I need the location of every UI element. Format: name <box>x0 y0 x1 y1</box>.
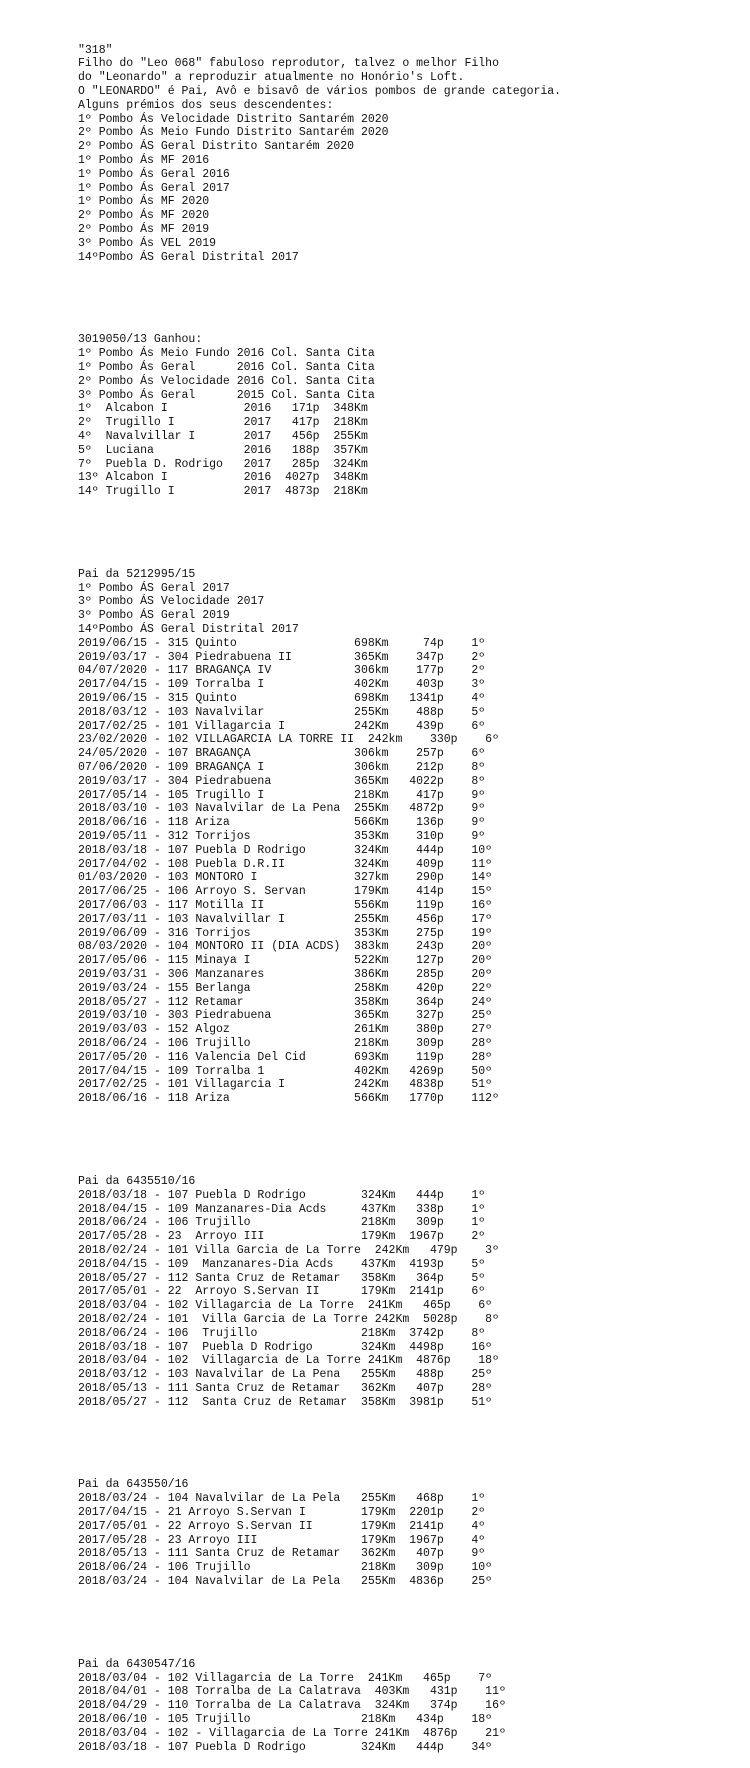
text-line: 2017/05/06 - 115 Minaya I 522Km 127p 20º <box>78 954 493 968</box>
section-5212995-results <box>78 568 750 1106</box>
section-3019050-results <box>78 333 750 499</box>
text-line: 2019/03/24 - 155 Berlanga 258Km 420p 22º <box>78 981 493 995</box>
text-line: 2018/05/13 - 111 Santa Cruz de Retamar 362Km 407p 28º <box>78 1381 493 1395</box>
text-line: Filho do "Leo 068" fabuloso reprodutor, talvez o melhor Filho <box>78 57 499 71</box>
text-line: do "Leonardo" a reproduzir atualmente no Honório's Loft. <box>78 71 465 85</box>
text-line: 2018/06/10 - 105 Trujillo 218Km 434p 18º <box>78 1713 493 1727</box>
text-line: 2017/04/02 - 108 Puebla D.R.II 324Km 409p 11º <box>78 857 493 871</box>
text-line: 2019/03/31 - 306 Manzanares 386Km 285p 20º <box>78 967 493 981</box>
text-line: "318" <box>78 43 113 57</box>
text-line: 07/06/2020 - 109 BRAGANÇA I 306km 212p 8º <box>78 761 486 775</box>
text-line: 01/03/2020 - 103 MONTORO I 327km 290p 14º <box>78 871 493 885</box>
section-6430547-results <box>78 1658 750 1755</box>
text-line: 2018/03/04 - 102 Villagarcia de La Torre 241Km 465p 7º <box>78 1671 493 1685</box>
text-line: 1º Alcabon I 2016 171p 348Km <box>78 402 368 416</box>
text-line: 2º Pombo Ás Velocidade 2016 Col. Santa Cita <box>78 374 375 388</box>
text-line: 3º Pombo Ás Geral 2015 Col. Santa Cita <box>78 388 375 402</box>
text-line: 2018/06/16 - 118 Ariza 566Km 1770p 112º <box>78 1092 499 1106</box>
text-line: 2º Pombo Ás MF 2019 <box>78 222 210 236</box>
text-line: 2019/06/09 - 316 Torrijos 353Km 275p 19º <box>78 926 493 940</box>
text-line: 2018/04/29 - 110 Torralba de La Calatrava 324Km 374p 16º <box>78 1699 506 1713</box>
text-line: 2018/06/24 - 106 Trujillo 218Km 3742p 8º <box>78 1326 486 1340</box>
text-line: 2019/06/15 - 315 Quinto 698Km 74p 1º <box>78 636 486 650</box>
text-line: 2018/03/18 - 107 Puebla D Rodrigo 324Km 444p 34º <box>78 1740 493 1754</box>
text-line: 13º Alcabon I 2016 4027p 348Km <box>78 471 368 485</box>
text-line: 2017/05/01 - 22 Arroyo S.Servan II 179Km 2141p 4º <box>78 1519 486 1533</box>
text-line: 5º Luciana 2016 188p 357Km <box>78 443 368 457</box>
text-line: 2018/03/18 - 107 Puebla D Rodrigo 324Km 4498p 16º <box>78 1340 493 1354</box>
text-line: 4º Navalvillar I 2017 456p 255Km <box>78 429 368 443</box>
text-line: 2018/03/24 - 104 Navalvilar de La Pela 255Km 4836p 25º <box>78 1575 493 1589</box>
text-line: O "LEONARDO" é Pai, Avô e bisavô de vários pombos de grande categoria. <box>78 84 562 98</box>
text-line: 1º Pombo Ás Geral 2017 <box>78 181 230 195</box>
text-line: 2017/06/25 - 106 Arroyo S. Servan 179Km 414p 15º <box>78 885 493 899</box>
text-line: 2º Pombo Ás Meio Fundo Distrito Santarém 2020 <box>78 126 389 140</box>
text-line: 2018/03/12 - 103 Navalvilar de La Pena 255Km 488p 25º <box>78 1368 493 1382</box>
text-line: 2018/06/16 - 118 Ariza 566Km 136p 9º <box>78 816 486 830</box>
text-line: 1º Pombo Ás MF 2016 <box>78 153 210 167</box>
text-line: 3º Pombo Ás VEL 2019 <box>78 236 217 250</box>
section-643550-results <box>78 1478 750 1588</box>
text-line: 2018/03/04 - 102 Villagarcia de La Torre 241Km 465p 6º <box>78 1299 493 1313</box>
section-gap <box>78 526 750 540</box>
text-line: Alguns prémios dos seus descendentes: <box>78 98 334 112</box>
text-line: 2º Trugillo I 2017 417p 218Km <box>78 416 368 430</box>
text-line: 2018/06/24 - 106 Trujillo 218Km 309p 28º <box>78 1036 493 1050</box>
section-heading: Pai da 6430547/16 <box>78 1657 196 1671</box>
text-line: 2017/03/11 - 103 Navalvillar I 255Km 456p 17º <box>78 912 493 926</box>
text-line: 2018/02/24 - 101 Villa Garcia de La Torre 242Km 479p 3º <box>78 1243 499 1257</box>
text-line: 3º Pombo ÁS Geral 2019 <box>78 609 230 623</box>
text-line: 2019/03/17 - 304 Piedrabuena II 365Km 347p 2º <box>78 650 486 664</box>
section-6435510-results <box>78 1175 750 1410</box>
text-line: 04/07/2020 - 117 BRAGANÇA IV 306km 177p 2º <box>78 664 486 678</box>
text-line: 2017/05/14 - 105 Trugillo I 218Km 417p 9º <box>78 788 486 802</box>
section-gap <box>78 1134 750 1148</box>
section-heading: Pai da 5212995/15 <box>78 567 196 581</box>
text-line: 2017/05/28 - 23 Arroyo III 179Km 1967p 2º <box>78 1230 486 1244</box>
section-heading: 3019050/13 Ganhou: <box>78 333 203 347</box>
text-line: 2017/06/03 - 117 Motilla II 556Km 119p 16º <box>78 899 493 912</box>
text-line: 2019/03/03 - 152 Algoz 261Km 380p 27º <box>78 1023 493 1037</box>
text-line: 2018/03/24 - 104 Navalvilar de La Pela 255Km 468p 1º <box>78 1492 486 1506</box>
text-line: 2018/06/24 - 106 Trujillo 218Km 309p 10º <box>78 1561 493 1575</box>
text-line: 1º Pombo Ás Velocidade Distrito Santarém 2020 <box>78 112 389 126</box>
text-line: 1º Pombo Ás Geral 2016 Col. Santa Cita <box>78 360 375 374</box>
text-line: 2º Pombo Ás MF 2020 <box>78 209 210 223</box>
text-line: 2017/05/01 - 22 Arroyo S.Servan II 179Km 2141p 6º <box>78 1285 486 1299</box>
text-line: 2017/04/15 - 109 Torralba 1 402Km 4269p 50º <box>78 1064 493 1078</box>
text-line: 2017/02/25 - 101 Villagarcia I 242Km 4838p 51º <box>78 1078 493 1092</box>
text-line: 3º Pombo ÁS Velocidade 2017 <box>78 595 265 609</box>
text-line: 2018/05/13 - 111 Santa Cruz de Retamar 362Km 407p 9º <box>78 1547 486 1561</box>
section-heading: Pai da 643550/16 <box>78 1478 189 1492</box>
text-line: 2018/03/04 - 102 - Villagarcia de La Torre 241Km 4876p 21º <box>78 1726 506 1740</box>
text-line: 24/05/2020 - 107 BRAGANÇA 306km 257p 6º <box>78 747 486 761</box>
section-gap <box>78 292 750 306</box>
text-line: 2017/05/20 - 116 Valencia Del Cid 693Km 119p 28º <box>78 1050 493 1064</box>
section-gap <box>78 1437 750 1451</box>
text-line: 1º Pombo Ás Meio Fundo 2016 Col. Santa Cita <box>78 347 375 361</box>
text-line: 2018/04/01 - 108 Torralba de La Calatrava 403Km 431p 11º <box>78 1685 506 1699</box>
text-line: 2018/02/24 - 101 Villa Garcia de La Torre 242Km 5028p 8º <box>78 1312 499 1326</box>
text-line: 2018/05/27 - 112 Santa Cruz de Retamar 358Km 3981p 51º <box>78 1395 493 1409</box>
intro-section <box>78 44 750 265</box>
text-line: 2018/03/12 - 103 Navalvilar 255Km 488p 5º <box>78 705 486 719</box>
text-line: 2018/03/10 - 103 Navalvilar de La Pena 255Km 4872p 9º <box>78 802 486 816</box>
text-line: 1º Pombo Ás MF 2020 <box>78 195 210 209</box>
text-line: 2019/03/10 - 303 Piedrabuena 365Km 327p 25º <box>78 1009 493 1023</box>
text-line: 23/02/2020 - 102 VILLAGARCIA LA TORRE II 242km 330p 6º <box>78 733 499 747</box>
text-line: 2018/03/18 - 107 Puebla D Rodrigo 324Km 444p 1º <box>78 1188 486 1202</box>
text-line: 2018/04/15 - 109 Manzanares-Dia Acds 437Km 338p 1º <box>78 1202 486 1216</box>
text-line: 2019/05/11 - 312 Torrijos 353Km 310p 9º <box>78 830 486 844</box>
text-line: 2018/03/04 - 102 Villagarcia de La Torre 241Km 4876p 18º <box>78 1354 499 1368</box>
text-line: 1º Pombo Ás Geral 2016 <box>78 167 230 181</box>
text-line: 7º Puebla D. Rodrigo 2017 285p 324Km <box>78 457 368 471</box>
text-line: 2017/04/15 - 21 Arroyo S.Servan I 179Km 2201p 2º <box>78 1506 486 1520</box>
text-line: 14ºPombo ÁS Geral Distrital 2017 <box>78 250 299 264</box>
text-line: 2019/06/15 - 315 Quinto 698Km 1341p 4º <box>78 692 486 706</box>
text-line: 2º Pombo ÁS Geral Distrito Santarém 2020 <box>78 140 355 154</box>
text-line: 2017/02/25 - 101 Villagarcia I 242Km 439p 6º <box>78 719 486 733</box>
text-line: 14º Trugillo I 2017 4873p 218Km <box>78 485 368 499</box>
text-line: 1º Pombo ÁS Geral 2017 <box>78 581 230 595</box>
text-line: 2018/04/15 - 109 Manzanares-Dia Acds 437Km 4193p 5º <box>78 1257 486 1271</box>
text-line: 2018/05/27 - 112 Retamar 358Km 364p 24º <box>78 995 493 1009</box>
text-line: 2017/04/15 - 109 Torralba I 402Km 403p 3º <box>78 678 486 692</box>
text-line: 2018/03/18 - 107 Puebla D Rodrigo 324Km 444p 10º <box>78 843 493 857</box>
text-line: 2019/03/17 - 304 Piedrabuena 365Km 4022p 8º <box>78 774 486 788</box>
text-line: 2018/05/27 - 112 Santa Cruz de Retamar 358Km 364p 5º <box>78 1271 486 1285</box>
text-line: 14ºPombo ÁS Geral Distrital 2017 <box>78 623 299 637</box>
text-line: 2017/05/28 - 23 Arroyo III 179Km 1967p 4º <box>78 1533 486 1547</box>
text-line: 08/03/2020 - 104 MONTORO II (DIA ACDS) 383km 243p 20º <box>78 940 493 954</box>
section-heading: Pai da 6435510/16 <box>78 1174 196 1188</box>
section-gap <box>78 1616 750 1630</box>
text-line: 2018/06/24 - 106 Trujillo 218Km 309p 1º <box>78 1216 486 1230</box>
